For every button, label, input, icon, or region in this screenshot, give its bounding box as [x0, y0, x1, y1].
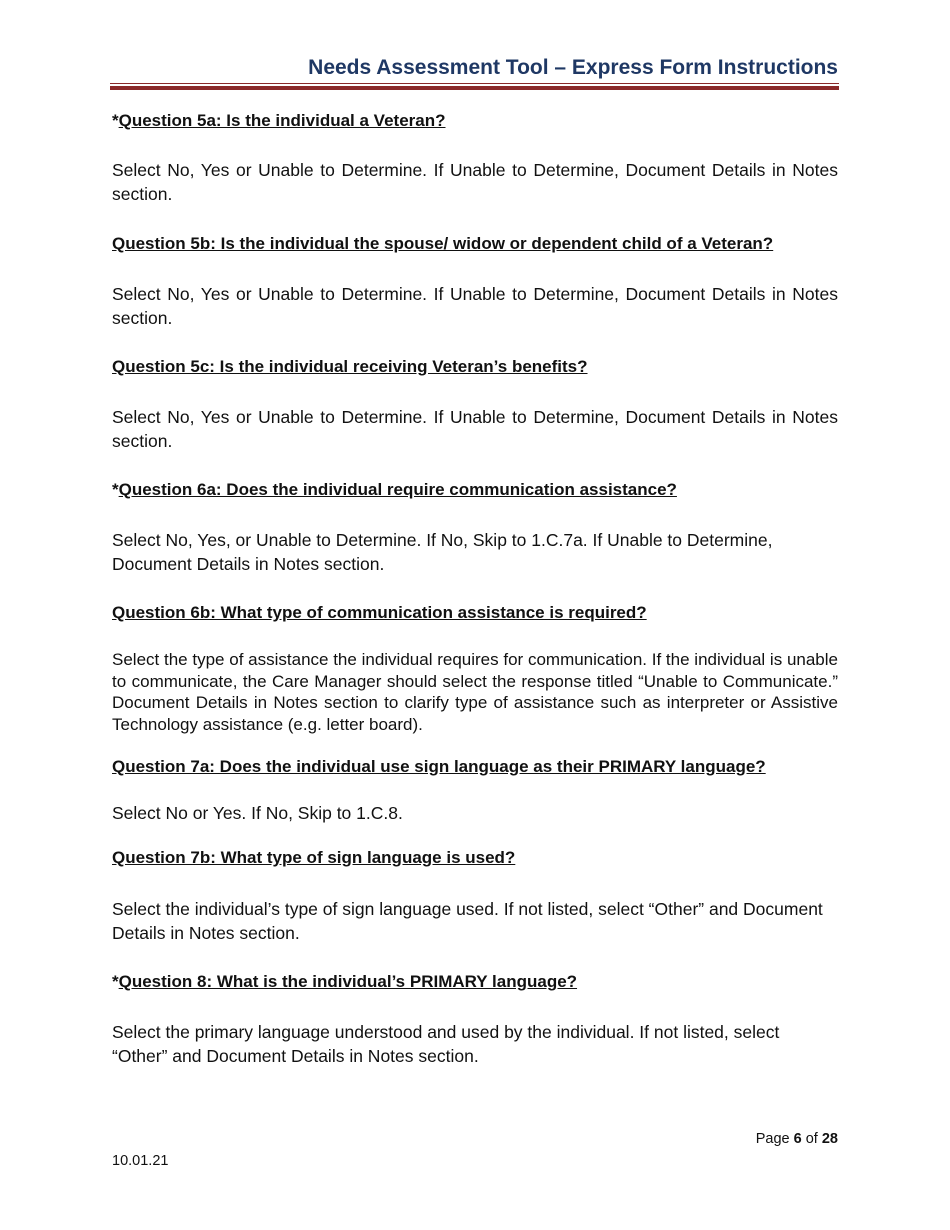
question-body-6b: Select the type of assistance the individual requires for communication. If the individual is unable to communicate, the Care Manager should select the response titled “Unable to Communicate.” Document Details in Notes section to clarify type of assistance such as interpreter or Assistive Technology assistance (e.g. letter board).: [112, 650, 838, 734]
question-heading-5b: [112, 234, 838, 254]
question-heading-6b: [112, 603, 838, 623]
question-body-8: Select the primary language understood and used by the individual. If not listed, select “Other” and Document Details in Notes section.: [112, 1022, 780, 1066]
page-of-label: of: [801, 1131, 822, 1147]
question-text: Question 5b: Is the individual the spouse/ widow or dependent child of a Veteran?: [112, 234, 774, 253]
question-body-7a: Select No or Yes. If No, Skip to 1.C.8.: [112, 803, 403, 823]
question-body-6a: Select No, Yes, or Unable to Determine. If No, Skip to 1.C.7a. If Unable to Determine, Document Details in Notes section.: [112, 530, 773, 574]
question-heading-5c: [112, 357, 838, 377]
question-text: Question 5a: Is the individual a Veteran?: [118, 111, 446, 130]
question-heading-6a: [112, 480, 838, 500]
question-text: Question 7a: Does the individual use sign language as their PRIMARY language?: [112, 757, 766, 776]
page-total: 28: [821, 1131, 838, 1147]
question-text: Question 6b: What type of communication assistance is required?: [112, 603, 647, 622]
question-text: Question 8: What is the individual’s PRIMARY language?: [118, 972, 578, 991]
required-marker: *: [112, 480, 119, 499]
question-heading-7a: [112, 757, 838, 777]
question-body-5a: Select No, Yes or Unable to Determine. If Unable to Determine, Document Details in Notes section.: [112, 160, 838, 204]
question-text: Question 7b: What type of sign language is used?: [112, 848, 516, 867]
question-body-7b: Select the individual’s type of sign language used. If not listed, select “Other” and Document Details in Notes section.: [112, 899, 823, 943]
question-body-5c: Select No, Yes or Unable to Determine. If Unable to Determine, Document Details in Notes section.: [112, 407, 838, 451]
question-heading-7b: [112, 848, 838, 868]
page-header-title: Needs Assessment Tool – Express Form Instructions: [308, 56, 838, 79]
question-text: Question 5c: Is the individual receiving Veteran’s benefits?: [112, 357, 588, 376]
page-number: [756, 1131, 838, 1147]
question-heading-8: [112, 972, 838, 992]
page-label: Page: [755, 1131, 794, 1147]
header-rule-thin: [110, 83, 839, 84]
required-marker: *: [112, 111, 119, 130]
header-rule-thick: [110, 86, 839, 90]
required-marker: *: [112, 972, 119, 991]
question-body-5b: Select No, Yes or Unable to Determine. If Unable to Determine, Document Details in Notes section.: [112, 284, 838, 328]
question-text: Question 6a: Does the individual require communication assistance?: [118, 480, 677, 499]
question-heading-5a: [112, 111, 838, 131]
footer-date: 10.01.21: [112, 1153, 169, 1169]
page-current: 6: [793, 1131, 802, 1147]
